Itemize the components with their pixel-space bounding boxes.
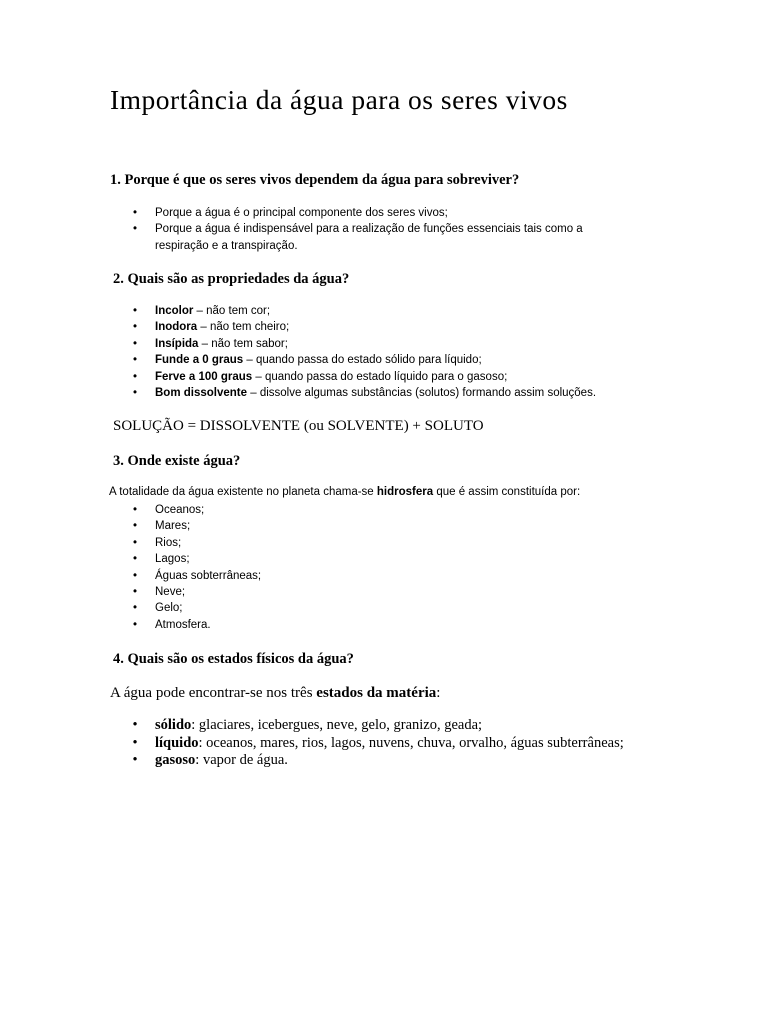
list-item: • sólido: glaciares, icebergues, neve, gelo, granizo, geada; [130, 717, 624, 735]
list-item: • Águas sobterrâneas; [130, 568, 261, 584]
list-item: • Oceanos; [130, 502, 261, 518]
question-3-intro: A totalidade da água existente no planeta chama-se hidrosfera que é assim constituída por: [109, 486, 581, 498]
page-title: Importância da água para os seres vivos [110, 84, 568, 115]
bullet-icon: • [132, 734, 138, 751]
bullet-icon: • [132, 520, 138, 533]
question-1-heading: 1. Porque é que os seres vivos dependem da água para sobreviver? [110, 172, 520, 188]
bullet-icon: • [132, 536, 138, 549]
list-item: • líquido: oceanos, mares, rios, lagos, nuvens, chuva, orvalho, águas subterrâneas; [130, 735, 624, 753]
bullet-icon: • [132, 321, 138, 334]
list-item: • Porque a água é indispensável para a realização de funções essenciais tais como a [130, 221, 583, 237]
bullet-icon: • [132, 586, 138, 599]
bullet-icon: • [132, 717, 138, 733]
bullet-icon: • [132, 223, 138, 236]
bullet-icon: • [132, 504, 138, 516]
list-item: • Gelo; [130, 600, 261, 616]
list-item: • Atmosfera. [130, 617, 261, 633]
list-item: • Ferve a 100 graus – quando passa do estado líquido para o gasoso; [130, 369, 596, 385]
list-item: • Inodora – não tem cheiro; [130, 319, 596, 335]
question-4-list [130, 717, 624, 770]
bullet-icon: • [132, 337, 138, 350]
list-item: • Porque a água é o principal componente dos seres vivos; [130, 205, 583, 221]
bullet-icon: • [132, 305, 138, 317]
list-item: • gasoso: vapor de água. [130, 752, 624, 770]
list-item: • Rios; [130, 535, 261, 551]
bullet-icon: • [132, 553, 138, 566]
list-item: • Insípida – não tem sabor; [130, 336, 596, 352]
list-item: • Lagos; [130, 551, 261, 567]
bullet-icon: • [132, 387, 138, 400]
question-4-heading: 4. Quais são os estados físicos da água? [113, 651, 354, 667]
question-3-heading: 3. Onde existe água? [113, 453, 241, 469]
bullet-icon: • [132, 569, 138, 582]
bullet-icon: • [132, 602, 138, 615]
list-item-continuation: respiração e a transpiração. [155, 239, 298, 252]
list-item: • Funde a 0 graus – quando passa do estado sólido para líquido; [130, 352, 596, 368]
bullet-icon: • [132, 207, 138, 219]
question-1-list [130, 205, 583, 254]
bullet-icon: • [132, 370, 138, 383]
list-item: • Bom dissolvente – dissolve algumas substâncias (solutos) formando assim soluções. [130, 385, 596, 401]
question-4-intro: A água pode encontrar-se nos três estados da matéria: [110, 685, 441, 701]
bullet-icon: • [132, 354, 138, 367]
question-2-list [130, 303, 596, 401]
bullet-icon: • [132, 752, 138, 768]
list-item: • Mares; [130, 518, 261, 534]
list-item: • Incolor – não tem cor; [130, 303, 596, 319]
bullet-icon: • [132, 618, 138, 631]
question-3-list [130, 502, 261, 633]
question-2-heading: 2. Quais são as propriedades da água? [113, 271, 350, 287]
solution-equation: SOLUÇÃO = DISSOLVENTE (ou SOLVENTE) + SOLUTO [113, 418, 484, 434]
list-item: • Neve; [130, 584, 261, 600]
